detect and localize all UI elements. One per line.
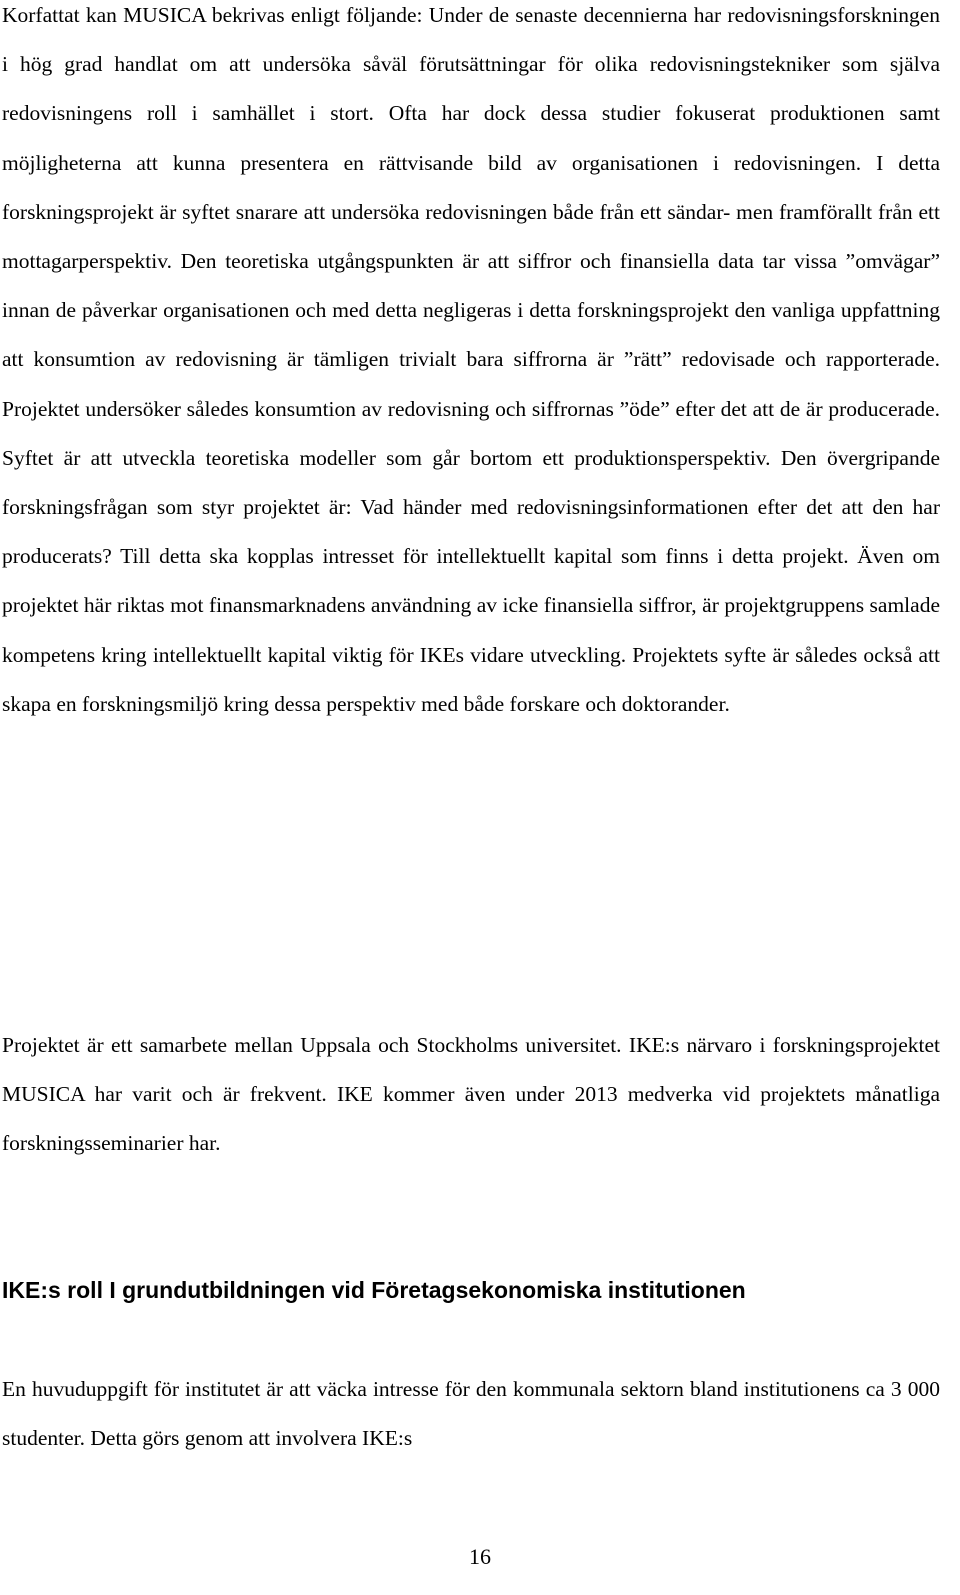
page-number: 16 <box>469 1544 491 1569</box>
paragraph-main-task: En huvuduppgift för institutet är att väcka intresse för den kommunala sektorn bland institutionens ca 3 000 studenter. Detta görs genom att involvera IKE:s <box>2 1377 940 1451</box>
paragraph-collaboration: Projektet är ett samarbete mellan Uppsala och Stockholms universitet. IKE:s närvaro i forskningsprojektet MUSICA har varit och är frekvent. IKE kommer även under 2013 medverka vid projektets månatliga forskningsseminarier har. <box>2 1033 940 1156</box>
paragraph-musica-description: Korfattat kan MUSICA bekrivas enligt följande: Under de senaste decennierna har redovisningsforskningen i hög grad handlat om att undersöka såväl förutsättningar för olika redovisningstekniker som själva redovisningens roll i samhället i stort. Ofta har dock dessa studier fokuserat produktionen samt möjligheterna att kunna presentera en rättvisande bild av organisationen i redovisningen. I detta forskningsprojekt är syftet snarare att undersöka redovisningen både från ett sändar- men framförallt från ett mottagarperspektiv. Den teoretiska utgångspunkten är att siffror och finansiella data tar vissa ”omvägar” innan de påverkar organisationen och med detta negligeras i detta forskningsprojekt den vanliga uppfattning att konsumtion av redovisning är tämligen trivialt bara siffrorna är ”rätt” redovisade och rapporterade. Projektet undersöker således konsumtion av redovisning och siffrornas ”öde” efter det att de är producerade. Syftet är att utveckla teoretiska modeller som går bortom ett produktionsperspektiv. Den övergripande forskningsfrågan som styr projektet är: Vad händer med redovisningsinformationen efter det att den har producerats? Till detta ska kopplas intresset för intellektuellt kapital som finns i detta projekt. Även om projektet här riktas mot finansmarknadens användning av icke finansiella siffror, är projektgruppens samlade kompetens kring intellektuellt kapital viktig för IKEs vidare utveckling. Projektets syfte är således också att skapa en forskningsmiljö kring dessa perspektiv med både forskare och doktorander. <box>2 3 940 716</box>
section-heading: IKE:s roll I grundutbildningen vid Företagsekonomiska institutionen <box>2 1277 746 1303</box>
